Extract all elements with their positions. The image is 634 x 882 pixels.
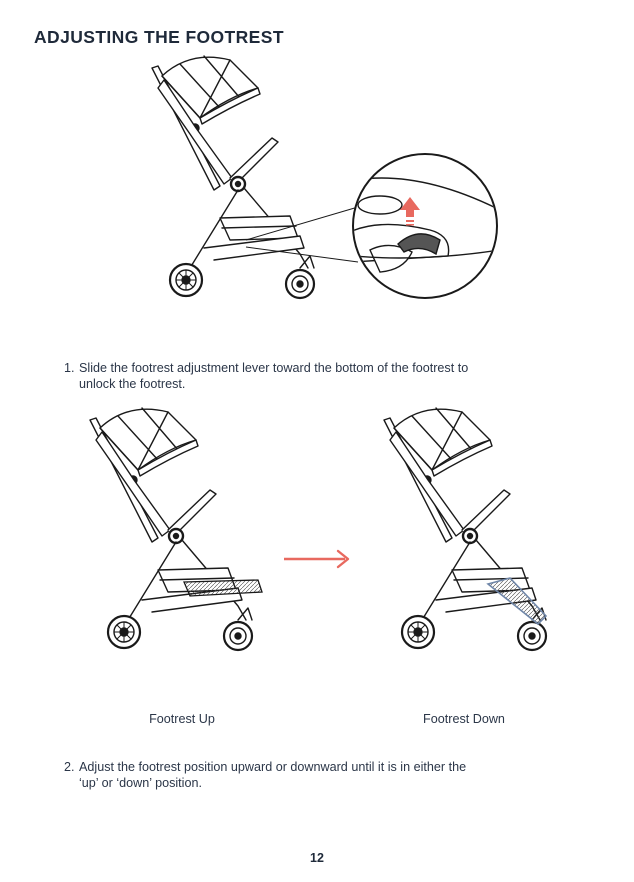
footrest-up xyxy=(184,580,262,596)
step-text-line2: unlock the footrest. xyxy=(79,377,186,391)
step-number: 2. xyxy=(64,760,75,774)
caption-footrest-up: Footrest Up xyxy=(149,712,215,726)
step-text-line1: Adjust the footrest position upward or downward until it is in either the xyxy=(79,760,467,774)
stroller-footrest-up xyxy=(90,408,262,650)
lever-detail-magnifier xyxy=(350,154,500,298)
step-number: 1. xyxy=(64,361,75,375)
caption-footrest-down: Footrest Down xyxy=(423,712,505,726)
direction-arrow-icon xyxy=(284,551,348,567)
step-text-line2: ‘up’ or ‘down’ position. xyxy=(79,776,202,790)
page-number: 12 xyxy=(310,851,324,865)
stroller-footrest-down xyxy=(384,408,546,650)
step-text-line1: Slide the footrest adjustment lever toward the bottom of the footrest to xyxy=(79,361,469,375)
page-title: ADJUSTING THE FOOTREST xyxy=(34,27,284,47)
step-1 xyxy=(64,360,564,392)
step-2 xyxy=(64,759,564,791)
stroller-illustration-top xyxy=(152,56,314,298)
